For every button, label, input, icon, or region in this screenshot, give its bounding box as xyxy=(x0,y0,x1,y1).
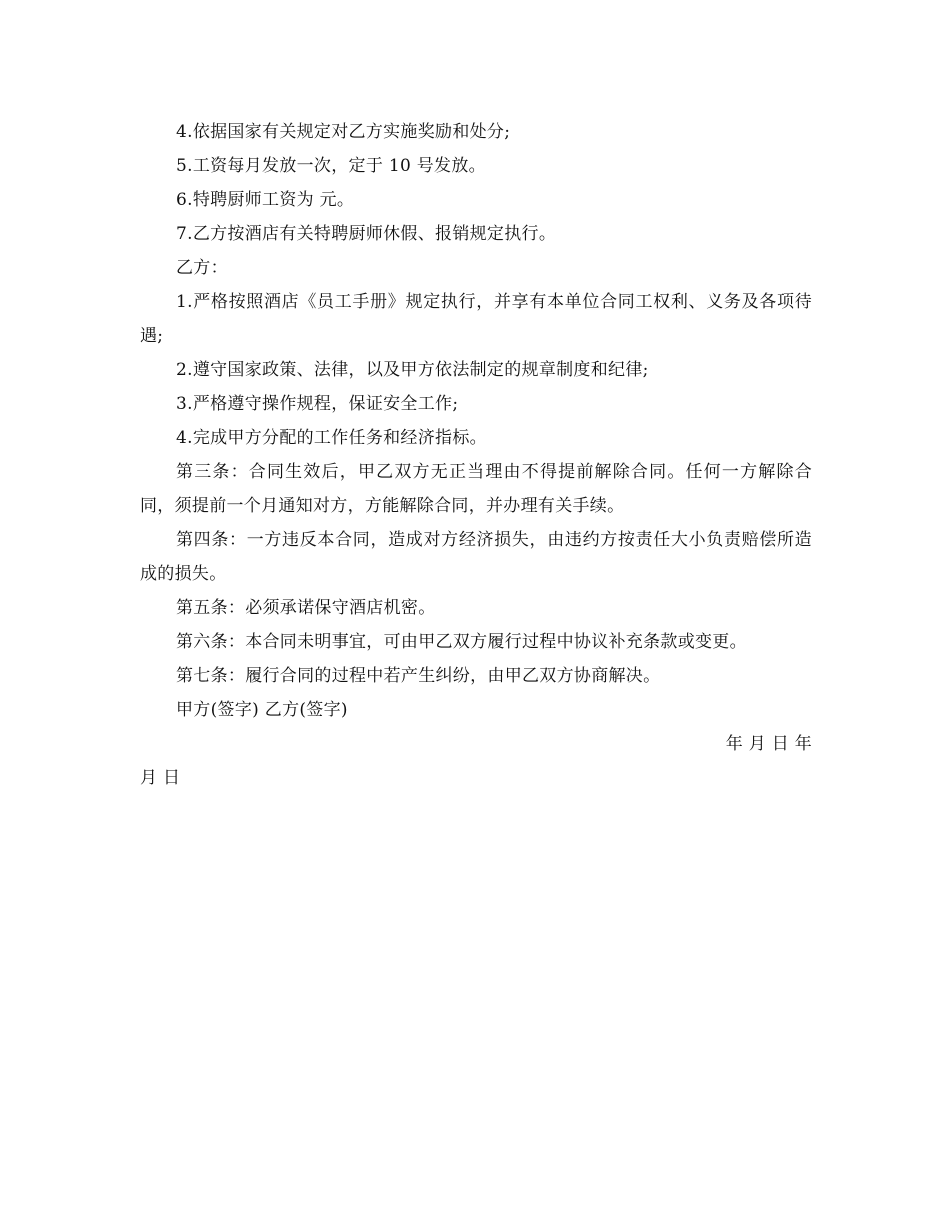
signature-line: 甲方(签字) 乙方(签字) xyxy=(176,700,348,720)
document-body xyxy=(140,115,812,795)
article-7: 第七条：履行合同的过程中若产生纠纷，由甲乙双方协商解决。 xyxy=(176,666,661,686)
clause-5-salary-date: 5.工资每月发放一次，定于 10 号发放。 xyxy=(176,156,486,176)
date-line-2: 月 日 xyxy=(140,768,181,788)
date-line-1: 年 月 日 年 xyxy=(725,734,812,754)
party-b-item-2: 2.遵守国家政策、法律，以及甲方依法制定的规章制度和纪律; xyxy=(176,360,649,380)
article-3: 第三条：合同生效后，甲乙双方无正当理由不得提前解除合同。任何一方解除合同，须提前一个月通知对方，方能解除合同，并办理有关手续。 xyxy=(140,462,812,516)
article-5: 第五条：必须承诺保守酒店机密。 xyxy=(176,598,436,618)
clause-4-rewards: 4.依据国家有关规定对乙方实施奖励和处分; xyxy=(176,122,511,142)
article-6: 第六条：本合同未明事宜，可由甲乙双方履行过程中协议补充条款或变更。 xyxy=(176,632,747,652)
article-4: 第四条：一方违反本合同，造成对方经济损失，由违约方按责任大小负责赔偿所造成的损失。 xyxy=(140,530,812,584)
party-b-item-4: 4.完成甲方分配的工作任务和经济指标。 xyxy=(176,428,487,448)
party-b-heading: 乙方： xyxy=(176,258,228,278)
party-b-item-3: 3.严格遵守操作规程，保证安全工作; xyxy=(176,394,459,414)
party-b-item-1: 1.严格按照酒店《员工手册》规定执行，并享有本单位合同工权利、义务及各项待遇; xyxy=(140,292,812,346)
clause-7-leave: 7.乙方按酒店有关特聘厨师休假、报销规定执行。 xyxy=(176,224,557,244)
clause-6-chef-salary: 6.特聘厨师工资为 元。 xyxy=(176,190,355,210)
